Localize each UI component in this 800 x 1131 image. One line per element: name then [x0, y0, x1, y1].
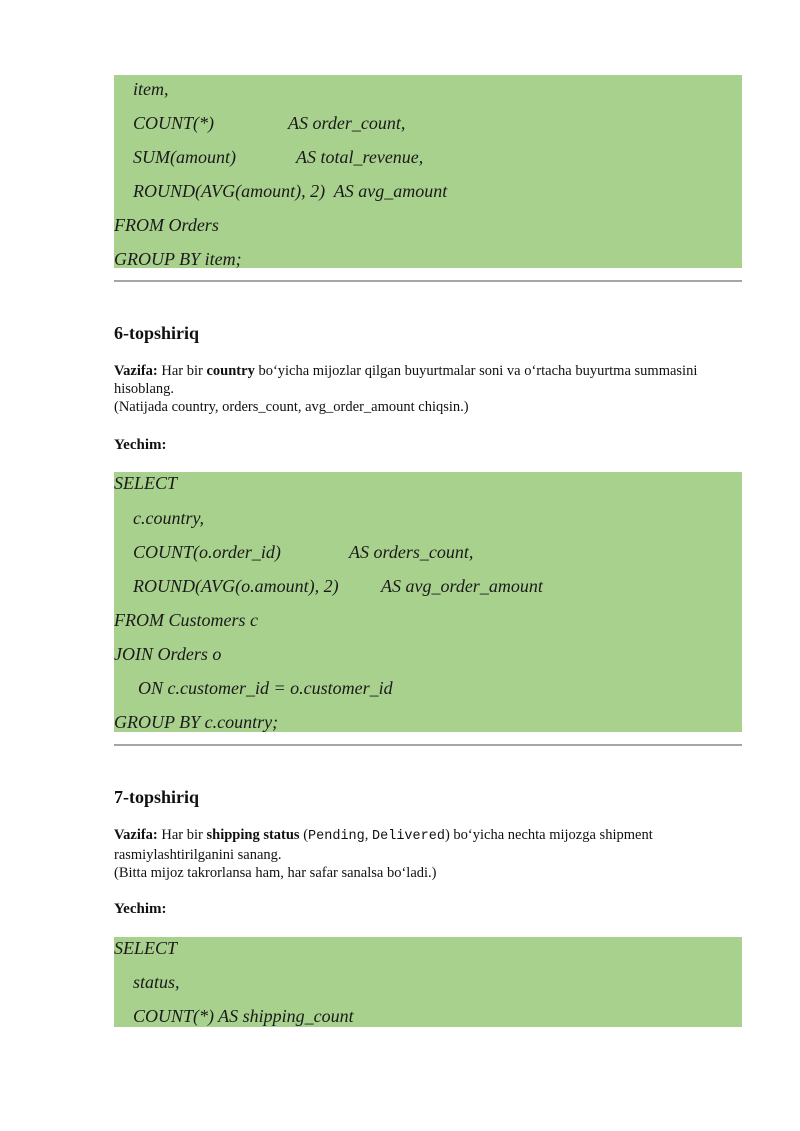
code-line: COUNT(*) AS shipping_count: [133, 1006, 354, 1026]
code-line: JOIN Orders o: [114, 644, 222, 664]
vazifa-label: Vazifa:: [114, 827, 158, 843]
yechim-label: Yechim:: [114, 901, 167, 917]
code-line: GROUP BY item;: [114, 249, 242, 269]
section-divider: [114, 280, 742, 282]
code-line: item,: [133, 79, 169, 99]
code-line: COUNT(*) AS order_count,: [133, 113, 406, 133]
task-6-description: Vazifa: Har bir country bo‘yicha mijozlar qilgan buyurtmalar soni va o‘rtacha buyurtma summasini hisoblang. (Natijada country, orders_count, avg_order_amount chiqsin.): [114, 363, 698, 415]
code-line: ROUND(AVG(o.amount), 2) AS avg_order_amount: [133, 576, 543, 596]
keyword: country: [206, 363, 255, 379]
code-line: ROUND(AVG(amount), 2) AS avg_amount: [133, 181, 448, 201]
code-line: c.country,: [133, 508, 204, 528]
keyword: shipping status: [206, 827, 300, 843]
inline-code: Pending: [308, 829, 365, 844]
code-line: COUNT(o.order_id) AS orders_count,: [133, 542, 474, 562]
task-6-heading: 6-topshiriq: [114, 323, 200, 343]
code-block-task-6: [114, 472, 742, 732]
code-line: ON c.customer_id = o.customer_id: [138, 678, 393, 698]
code-line: GROUP BY c.country;: [114, 712, 279, 732]
code-line: SELECT: [114, 473, 178, 493]
task-7-description: Vazifa: Har bir shipping status (Pending, Delivered) bo‘yicha nechta mijozga shipment rasmiylashtirilganini sanang. (Bitta mijoz takrorlansa ham, har safar sanalsa bo‘ladi.): [114, 827, 653, 881]
vazifa-label: Vazifa:: [114, 363, 158, 379]
section-divider: [114, 744, 742, 746]
code-line: SELECT: [114, 938, 178, 958]
code-line: SUM(amount) AS total_revenue,: [133, 147, 424, 167]
code-line: status,: [133, 972, 180, 992]
task-6-note: (Natijada country, orders_count, avg_order_amount chiqsin.): [114, 399, 469, 415]
yechim-label: Yechim:: [114, 437, 167, 453]
code-block-1: [114, 75, 742, 268]
code-line: FROM Orders: [114, 215, 219, 235]
task-7-heading: 7-topshiriq: [114, 787, 200, 807]
inline-code: Delivered: [372, 829, 445, 844]
task-7-note: (Bitta mijoz takrorlansa ham, har safar sanalsa bo‘ladi.): [114, 865, 437, 881]
code-block-task-7: [114, 937, 742, 1027]
code-line: FROM Customers c: [114, 610, 258, 630]
